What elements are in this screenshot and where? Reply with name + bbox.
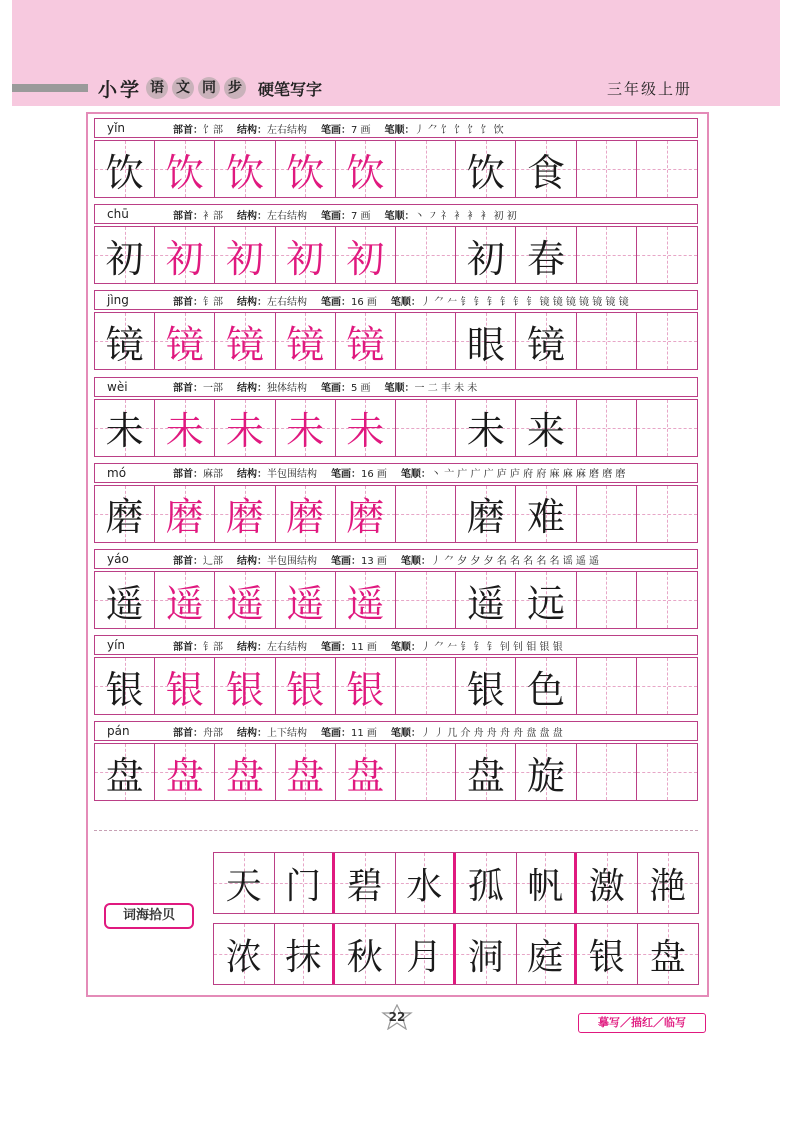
vocab-char-cell[interactable] [396,853,457,913]
word-char-cell[interactable] [456,572,516,628]
trace-char-cell[interactable] [155,486,215,542]
strokes-label: 笔画： [321,124,351,136]
empty-practice-cell[interactable] [637,486,697,542]
row-info [94,463,698,483]
strokes-label: 笔画： [331,555,361,567]
page-number-text: 22 [388,1010,406,1024]
trace-char: 盘 [346,753,385,798]
empty-practice-cell[interactable] [396,313,456,369]
empty-practice-cell[interactable] [577,141,637,197]
vocab-char-cell[interactable] [577,924,638,984]
word-char: 色 [527,667,566,712]
trace-char: 饮 [286,150,325,195]
trace-char: 磨 [346,495,385,540]
radical-label: 部首： [173,641,203,653]
series-badge: 步 [224,77,246,99]
trace-char: 遥 [286,581,325,626]
vocab-char: 浓 [225,936,262,978]
trace-char: 银 [226,667,265,712]
word-char-cell[interactable] [456,313,516,369]
strokes-value: 11 画 [351,641,377,653]
order-label: 笔顺： [390,296,421,308]
writing-grid [94,743,698,801]
word-char: 春 [527,236,566,281]
word-char: 旋 [527,753,566,798]
word-char: 镜 [527,322,566,367]
trace-char: 饮 [226,150,265,195]
empty-practice-cell[interactable] [637,227,697,283]
radical-value: 饣部 [203,124,223,136]
word-char-cell[interactable] [456,141,516,197]
trace-char-cell[interactable] [155,227,215,283]
word-char-cell[interactable] [516,744,576,800]
empty-practice-cell[interactable] [637,400,697,456]
vocab-char-cell[interactable] [456,853,517,913]
vocab-char: 秋 [346,936,383,978]
word-char: 盘 [466,753,505,798]
trace-char-cell[interactable] [276,572,336,628]
empty-practice-cell[interactable] [396,486,456,542]
structure-label: 结构： [237,555,267,567]
trace-char-cell[interactable] [276,141,336,197]
vocab-char: 水 [406,865,443,907]
strokes-value: 13 画 [361,555,387,567]
strokes-value: 5 画 [351,383,371,395]
structure-label: 结构： [237,210,267,222]
empty-practice-cell[interactable] [396,141,456,197]
vocab-char: 激 [588,865,625,907]
trace-char: 初 [165,236,204,281]
strokes-value: 7 画 [351,210,371,222]
order-label: 笔顺： [384,124,415,136]
writing-grid [94,657,698,715]
header-grey-bar [12,84,88,92]
strokes-value: 11 画 [351,727,377,739]
radical-value: 衤部 [203,210,223,222]
series-badge: 同 [198,77,220,99]
order-value: 丶 亠 广 广 广 庐 庐 府 府 麻 麻 麻 磨 磨 磨 [430,469,626,481]
structure-value: 左右结构 [267,124,307,136]
trace-char-cell[interactable] [336,744,396,800]
model-char: 银 [105,667,144,712]
row-info [94,204,698,224]
empty-practice-cell[interactable] [577,744,637,800]
vocab-char-cell[interactable] [456,924,517,984]
empty-practice-cell[interactable] [396,400,456,456]
structure-value: 左右结构 [267,296,307,308]
vocab-char-cell[interactable] [214,853,275,913]
structure-label: 结构： [237,727,267,739]
structure-label: 结构： [237,296,267,308]
trace-char-cell[interactable] [215,400,275,456]
vocab-char: 门 [285,865,322,907]
order-value: 丿 ⺈ 饣 饣 饣 饣 饮 [414,124,504,136]
model-char: 镜 [105,322,144,367]
empty-practice-cell[interactable] [577,227,637,283]
trace-char: 未 [165,409,204,454]
empty-practice-cell[interactable] [637,141,697,197]
trace-char: 初 [286,236,325,281]
model-char-cell[interactable] [95,572,155,628]
empty-practice-cell[interactable] [637,744,697,800]
order-value: 丿 ⺈ 𠂉 钅 钅 钅 钅 钅 钅 镜 镜 镜 镜 镜 镜 镜 [420,296,629,308]
trace-char: 镜 [165,322,204,367]
trace-char-cell[interactable] [336,400,396,456]
trace-char-cell[interactable] [215,486,275,542]
word-char-cell[interactable] [516,313,576,369]
word-char: 银 [466,667,505,712]
radical-value: 舟部 [203,727,223,739]
radical-value: 一部 [203,383,223,395]
strokes-label: 笔画： [331,469,361,481]
radical-value: 钅部 [203,641,223,653]
trace-char: 磨 [226,495,265,540]
strokes-value: 16 画 [351,296,377,308]
empty-practice-cell[interactable] [577,313,637,369]
model-char-cell[interactable] [95,227,155,283]
row-info [94,549,698,569]
word-char-cell[interactable] [516,486,576,542]
word-char: 食 [527,150,566,195]
practice-row [94,549,698,629]
trace-char-cell[interactable] [155,400,215,456]
radical-value: 麻部 [203,469,223,481]
trace-char: 盘 [286,753,325,798]
vocab-grid-line2 [213,923,699,985]
word-char: 遥 [466,581,505,626]
vocab-char-cell[interactable] [275,853,336,913]
series-main: 小学 [98,78,143,101]
order-label: 笔顺： [384,383,415,395]
model-char: 遥 [105,581,144,626]
strokes-value: 16 画 [361,469,387,481]
vocab-char: 盘 [649,936,686,978]
vocab-char: 月 [406,936,443,978]
vocab-char-cell[interactable] [638,924,699,984]
vocab-char: 洞 [467,936,504,978]
pinyin: pán [107,724,130,739]
trace-char-cell[interactable] [215,141,275,197]
trace-char: 遥 [165,581,204,626]
word-char-cell[interactable] [516,227,576,283]
order-value: 丶 ㇇ 礻 衤 衤 衤 初 初 [414,210,517,222]
word-char-cell[interactable] [516,572,576,628]
model-char: 磨 [105,495,144,540]
trace-char-cell[interactable] [155,313,215,369]
series-title [98,74,322,102]
word-char: 未 [466,409,505,454]
structure-label: 结构： [237,641,267,653]
row-info [94,118,698,138]
order-label: 笔顺： [390,641,421,653]
radical-value: 辶部 [203,555,223,567]
trace-char-cell[interactable] [336,486,396,542]
trace-char: 初 [226,236,265,281]
empty-practice-cell[interactable] [577,486,637,542]
practice-row [94,204,698,284]
strokes-label: 笔画： [321,296,351,308]
strokes-label: 笔画： [321,727,351,739]
structure-label: 结构： [237,469,267,481]
trace-char-cell[interactable] [276,744,336,800]
empty-practice-cell[interactable] [396,744,456,800]
structure-value: 半包围结构 [267,555,317,567]
vocab-label: 词海拾贝 [104,903,194,929]
writing-grid [94,226,698,284]
vocab-char: 碧 [346,865,383,907]
row-info [94,290,698,310]
model-char-cell[interactable] [95,141,155,197]
vocab-char-cell[interactable] [275,924,336,984]
word-char-cell[interactable] [516,141,576,197]
practice-row [94,118,698,198]
trace-char-cell[interactable] [155,744,215,800]
trace-char: 遥 [226,581,265,626]
trace-char: 未 [346,409,385,454]
order-label: 笔顺： [400,469,431,481]
order-value: 丿 丿 几 介 舟 舟 舟 舟 盘 盘 盘 [420,727,563,739]
vocab-char: 帆 [527,865,564,907]
empty-practice-cell[interactable] [396,227,456,283]
trace-char-cell[interactable] [336,313,396,369]
word-char-cell[interactable] [516,400,576,456]
vocab-char-cell[interactable] [517,924,578,984]
model-char-cell[interactable] [95,400,155,456]
trace-char: 遥 [346,581,385,626]
vocab-char-cell[interactable] [335,924,396,984]
trace-char-cell[interactable] [215,572,275,628]
vocab-char-cell[interactable] [396,924,457,984]
vocab-char-cell[interactable] [638,853,699,913]
trace-char: 未 [286,409,325,454]
strokes-value: 7 画 [351,124,371,136]
trace-char-cell[interactable] [155,572,215,628]
word-char-cell[interactable] [456,400,516,456]
structure-value: 左右结构 [267,641,307,653]
empty-practice-cell[interactable] [637,572,697,628]
series-subtitle: 硬笔写字 [258,79,323,99]
model-char: 初 [105,236,144,281]
radical-label: 部首： [173,727,203,739]
trace-char: 镜 [286,322,325,367]
radical-label: 部首： [173,296,203,308]
row-info [94,635,698,655]
radical-label: 部首： [173,210,203,222]
series-badge: 语 [146,77,168,99]
grade-label: 三年级上册 [606,80,692,98]
writing-grid [94,485,698,543]
model-char-cell[interactable] [95,486,155,542]
row-info [94,377,698,397]
trace-char-cell[interactable] [155,658,215,714]
practice-row [94,463,698,543]
empty-practice-cell[interactable] [577,400,637,456]
trace-char-cell[interactable] [215,744,275,800]
trace-char-cell[interactable] [276,313,336,369]
vocab-char: 银 [588,936,625,978]
trace-char: 银 [286,667,325,712]
radical-value: 钅部 [203,296,223,308]
trace-char-cell[interactable] [276,400,336,456]
trace-char: 饮 [346,150,385,195]
empty-practice-cell[interactable] [577,572,637,628]
trace-char-cell[interactable] [276,486,336,542]
word-char: 远 [527,581,566,626]
practice-row [94,290,698,370]
word-char: 眼 [466,322,505,367]
model-char: 盘 [105,753,144,798]
row-info [94,721,698,741]
trace-char-cell[interactable] [336,658,396,714]
vocab-char-cell[interactable] [517,853,578,913]
structure-value: 上下结构 [267,727,307,739]
practice-row [94,635,698,715]
footer-tag: 摹写／描红／临写 [578,1013,706,1033]
vocab-char-cell[interactable] [214,924,275,984]
trace-char-cell[interactable] [215,658,275,714]
radical-label: 部首： [173,383,203,395]
trace-char-cell[interactable] [215,227,275,283]
word-char-cell[interactable] [516,658,576,714]
order-value: 丿 ⺈ 𠂉 钅 钅 钅 钊 钊 钼 银 银 [420,641,563,653]
trace-char: 银 [165,667,204,712]
trace-char: 盘 [165,753,204,798]
vocab-char: 庭 [527,936,564,978]
writing-grid [94,312,698,370]
order-label: 笔顺： [384,210,415,222]
vocab-char: 滟 [649,865,686,907]
vocab-char: 抹 [285,936,322,978]
trace-char-cell[interactable] [215,313,275,369]
structure-value: 半包围结构 [267,469,317,481]
model-char: 未 [105,409,144,454]
word-char-cell[interactable] [456,486,516,542]
model-char: 饮 [105,150,144,195]
empty-practice-cell[interactable] [577,658,637,714]
series-badge: 文 [172,77,194,99]
practice-row [94,377,698,457]
order-value: 丿 ⺈ 夕 夕 夕 名 名 名 名 名 谣 遥 遥 [430,555,600,567]
trace-char-cell[interactable] [276,227,336,283]
structure-label: 结构： [237,124,267,136]
trace-char: 银 [346,667,385,712]
empty-practice-cell[interactable] [396,572,456,628]
empty-practice-cell[interactable] [637,313,697,369]
trace-char: 磨 [165,495,204,540]
radical-label: 部首： [173,469,203,481]
vocab-char-cell[interactable] [335,853,396,913]
pinyin: wèi [107,379,128,394]
trace-char: 未 [226,409,265,454]
word-char: 磨 [466,495,505,540]
empty-practice-cell[interactable] [637,658,697,714]
pinyin: yǐn [107,121,126,135]
vocab-char: 天 [225,865,262,907]
pinyin: mó [107,465,127,480]
vocab-char: 孤 [467,865,504,907]
vocab-grid-line1 [213,852,699,914]
pinyin: yín [107,638,126,653]
word-char: 难 [527,495,566,540]
strokes-label: 笔画： [321,210,351,222]
structure-value: 左右结构 [267,210,307,222]
writing-grid [94,399,698,457]
pinyin: jìng [107,293,129,308]
trace-char: 磨 [286,495,325,540]
structure-value: 独体结构 [267,383,307,395]
trace-char-cell[interactable] [336,572,396,628]
word-char: 来 [527,409,566,454]
order-label: 笔顺： [390,727,421,739]
trace-char-cell[interactable] [155,141,215,197]
pinyin: yáo [107,552,129,566]
strokes-label: 笔画： [321,641,351,653]
word-char-cell[interactable] [456,744,516,800]
trace-char-cell[interactable] [336,227,396,283]
trace-char: 盘 [226,753,265,798]
strokes-label: 笔画： [321,383,351,395]
word-char: 初 [466,236,505,281]
radical-label: 部首： [173,124,203,136]
word-char-cell[interactable] [456,227,516,283]
practice-row [94,721,698,801]
trace-char: 镜 [226,322,265,367]
order-value: 一 二 丰 未 未 [414,383,478,395]
pinyin: chū [107,207,129,222]
order-label: 笔顺： [400,555,431,567]
radical-label: 部首： [173,555,203,567]
trace-char-cell[interactable] [336,141,396,197]
trace-char: 饮 [165,150,204,195]
writing-grid [94,571,698,629]
model-char-cell[interactable] [95,313,155,369]
trace-char: 初 [346,236,385,281]
model-char-cell[interactable] [95,744,155,800]
structure-label: 结构： [237,383,267,395]
writing-grid [94,140,698,198]
page-number [380,1004,414,1030]
word-char: 饮 [466,150,505,195]
trace-char-cell[interactable] [276,658,336,714]
model-char-cell[interactable] [95,658,155,714]
word-char-cell[interactable] [456,658,516,714]
section-divider [94,830,698,831]
empty-practice-cell[interactable] [396,658,456,714]
vocab-char-cell[interactable] [577,853,638,913]
trace-char: 镜 [346,322,385,367]
